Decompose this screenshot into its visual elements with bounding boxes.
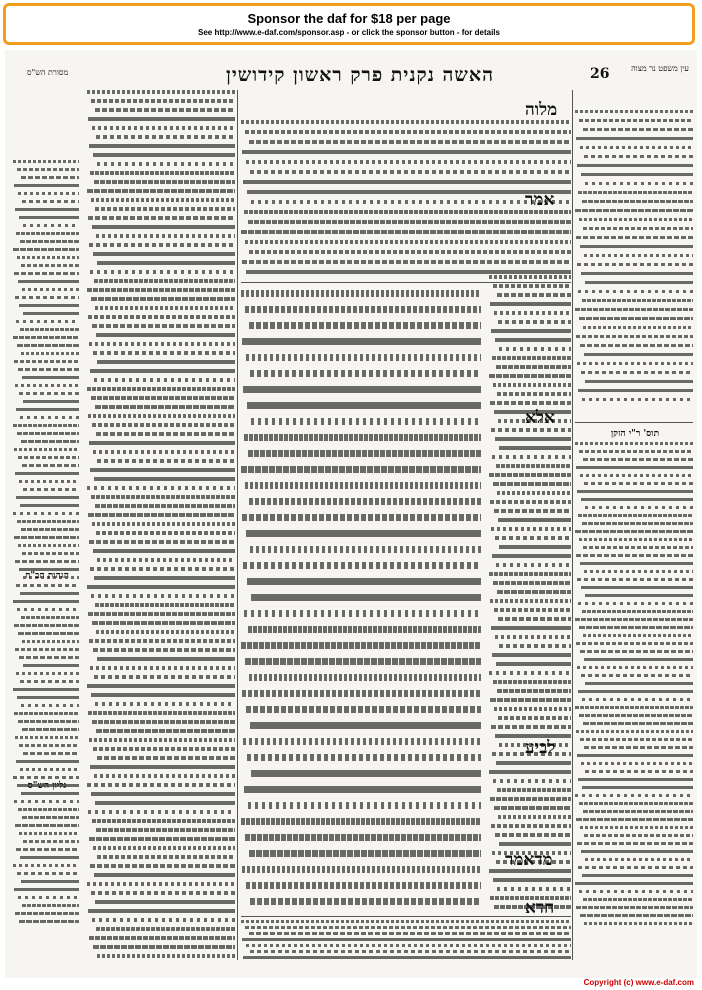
section-divider (241, 916, 571, 917)
masoret-hashas-label: מסורת הש"ס (27, 68, 69, 77)
tosafot-top (241, 120, 571, 275)
ein-mishpat-column (575, 110, 693, 410)
page-title: האשה נקנית פרק ראשון קידושין (225, 64, 494, 86)
tosafot-rid-column (575, 442, 693, 932)
gilyon-hashas-heading: גליון הש"ס (27, 781, 67, 791)
tosafot-rid-heading: תוס' ר"י הזקן (610, 429, 660, 439)
opening-word: חדא (525, 898, 555, 918)
sponsor-title[interactable]: Sponsor the daf for $18 per page (247, 11, 451, 26)
sponsor-banner[interactable] (3, 3, 695, 45)
section-divider (241, 282, 571, 283)
sponsor-subtitle[interactable]: See http://www.e-daf.com/sponsor.asp - or click the sponsor button - for details (198, 28, 500, 37)
copyright-text: Copyright (c) www.e-daf.com (583, 978, 694, 987)
page-number: 26 (590, 66, 610, 82)
column-divider (572, 90, 573, 960)
opening-word: לביע (525, 738, 556, 758)
margin-column-left (13, 160, 79, 930)
column-divider (237, 90, 238, 960)
opening-word: מדאמר (505, 850, 553, 870)
bottom-notes (241, 920, 571, 960)
ein-mishpat-label: עין משפט נר מצוה (631, 64, 689, 73)
section-divider (575, 422, 693, 423)
opening-word: מלוה (525, 100, 558, 120)
opening-word: אמר (525, 190, 555, 210)
opening-word: אלא (525, 408, 555, 428)
gemara-column (241, 290, 481, 910)
tosafot-column (489, 275, 571, 915)
talmud-page-image (5, 50, 697, 978)
hagahot-habach-heading: הגהות הב"ח (25, 571, 69, 581)
rashi-column (87, 90, 235, 960)
